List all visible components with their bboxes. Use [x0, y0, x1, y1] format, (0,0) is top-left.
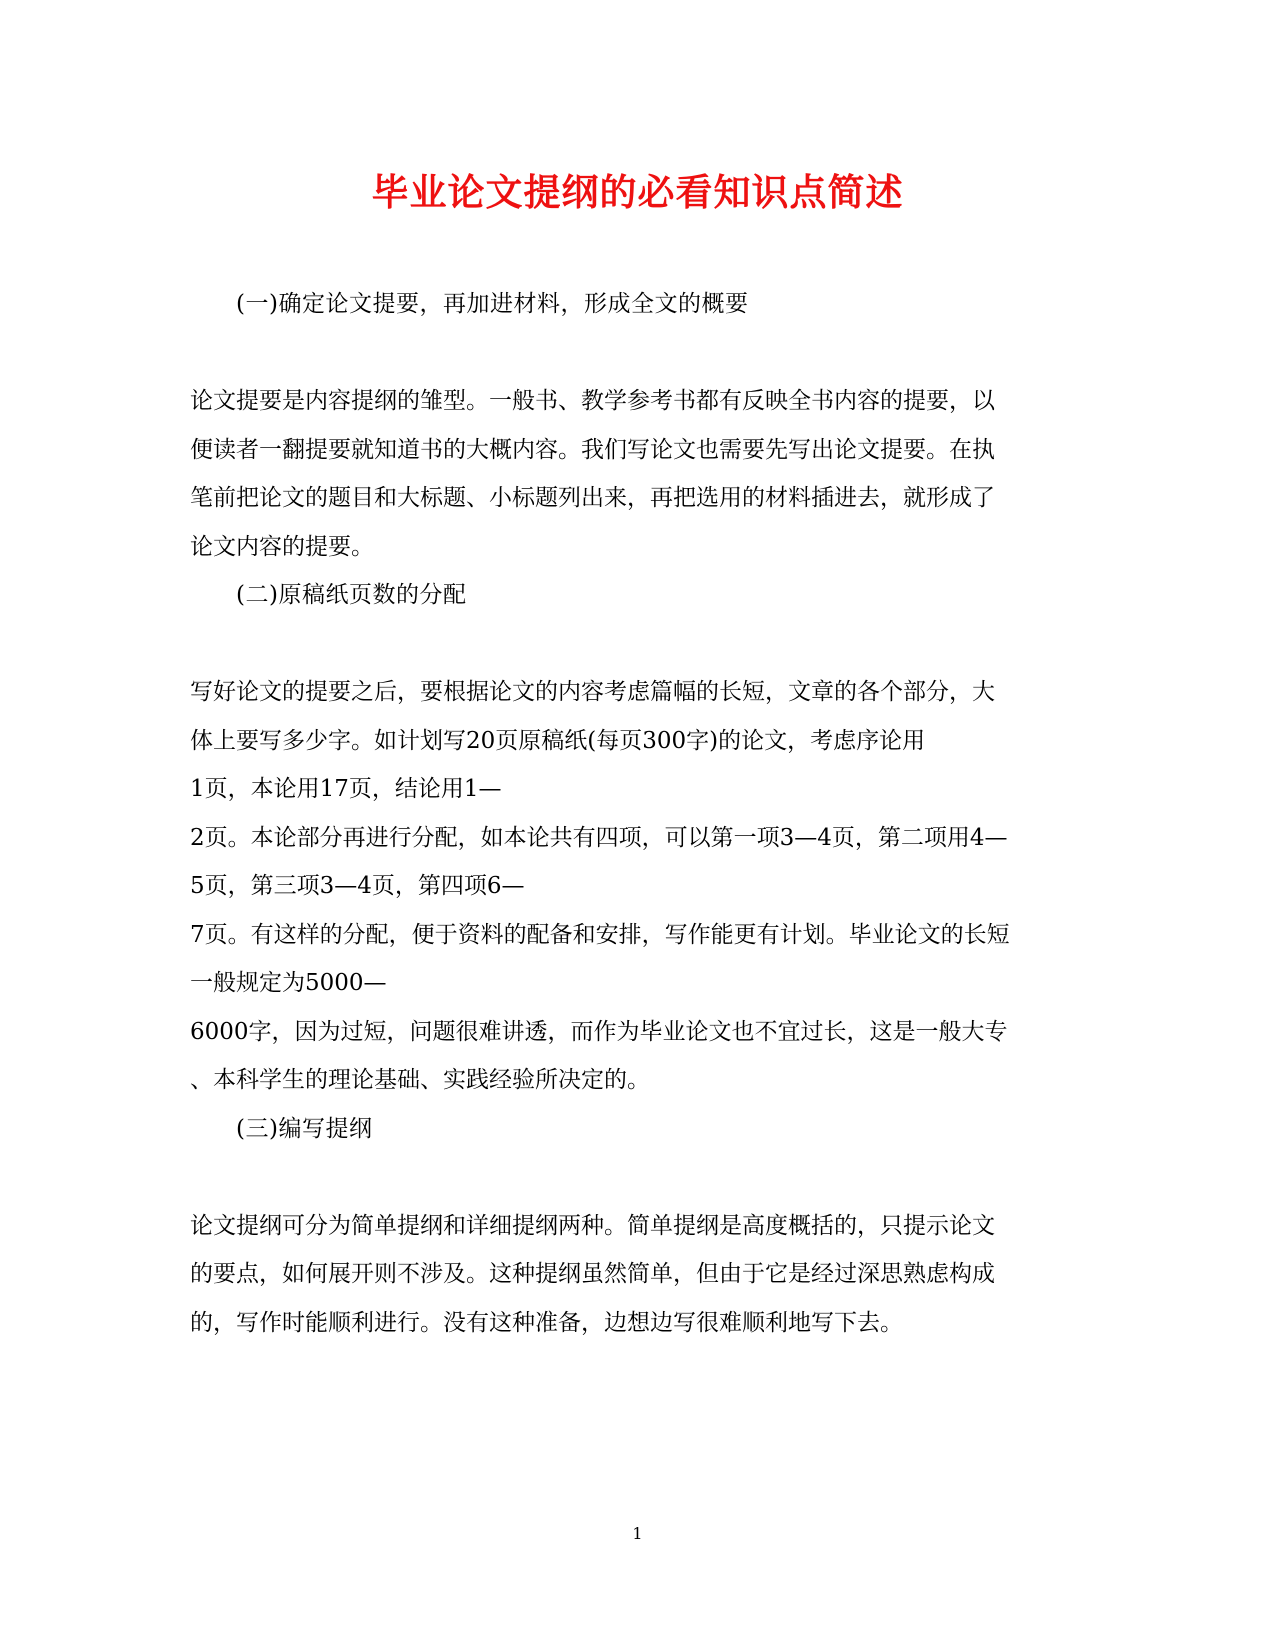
paragraph-line: 2页。本论部分再进行分配，如本论共有四项，可以第一项3—4页，第二项用4—	[190, 824, 1008, 851]
blank-line	[190, 1153, 1090, 1202]
document-title: 毕业论文提纲的必看知识点简述	[371, 170, 904, 214]
paragraph-line: 7页。有这样的分配，便于资料的配备和安排，写作能更有计划。毕业论文的长短	[190, 921, 1010, 948]
blank-line	[190, 329, 1090, 378]
paragraph-line: 1页，本论用17页，结论用1—	[190, 776, 502, 802]
paragraph-line: 一般规定为5000—	[190, 970, 387, 996]
paragraph-line: 论文内容的提要。	[190, 533, 374, 560]
paragraph-line: 体上要写多少字。如计划写20页原稿纸(每页300字)的论文，考虑序论用	[190, 727, 926, 754]
paragraph-line: 、本科学生的理论基础、实践经验所决定的。	[190, 1067, 650, 1093]
blank-line	[190, 620, 1090, 669]
paragraph-line: 5页，第三项3—4页，第四项6—	[190, 873, 525, 899]
section-heading: (二)原稿纸页数的分配	[236, 582, 467, 608]
paragraph-line: 论文提纲可分为简单提纲和详细提纲两种。简单提纲是高度概括的，只提示论文	[190, 1212, 995, 1239]
page-number: 1	[632, 1524, 643, 1543]
paragraph-line: 的要点，如何展开则不涉及。这种提纲虽然简单，但由于它是经过深思熟虑构成	[190, 1261, 995, 1287]
section-heading: (一)确定论文提要，再加进材料，形成全文的概要	[236, 291, 749, 317]
section-heading: (三)编写提纲	[236, 1115, 373, 1142]
paragraph-line: 便读者一翻提要就知道书的大概内容。我们写论文也需要先写出论文提要。在执	[190, 436, 995, 463]
paragraph-line: 的，写作时能顺利进行。没有这种准备，边想边写很难顺利地写下去。	[190, 1309, 903, 1336]
paragraph-line: 写好论文的提要之后，要根据论文的内容考虑篇幅的长短，文章的各个部分，大	[190, 679, 995, 705]
paragraph-line: 6000字，因为过短，问题很难讲透，而作为毕业论文也不宜过长，这是一般大专	[190, 1018, 1008, 1045]
paragraph-line: 笔前把论文的题目和大标题、小标题列出来，再把选用的材料插进去，就形成了	[190, 485, 995, 511]
document-body	[190, 280, 1090, 1347]
paragraph-line: 论文提要是内容提纲的雏型。一般书、教学参考书都有反映全书内容的提要，以	[190, 388, 995, 414]
